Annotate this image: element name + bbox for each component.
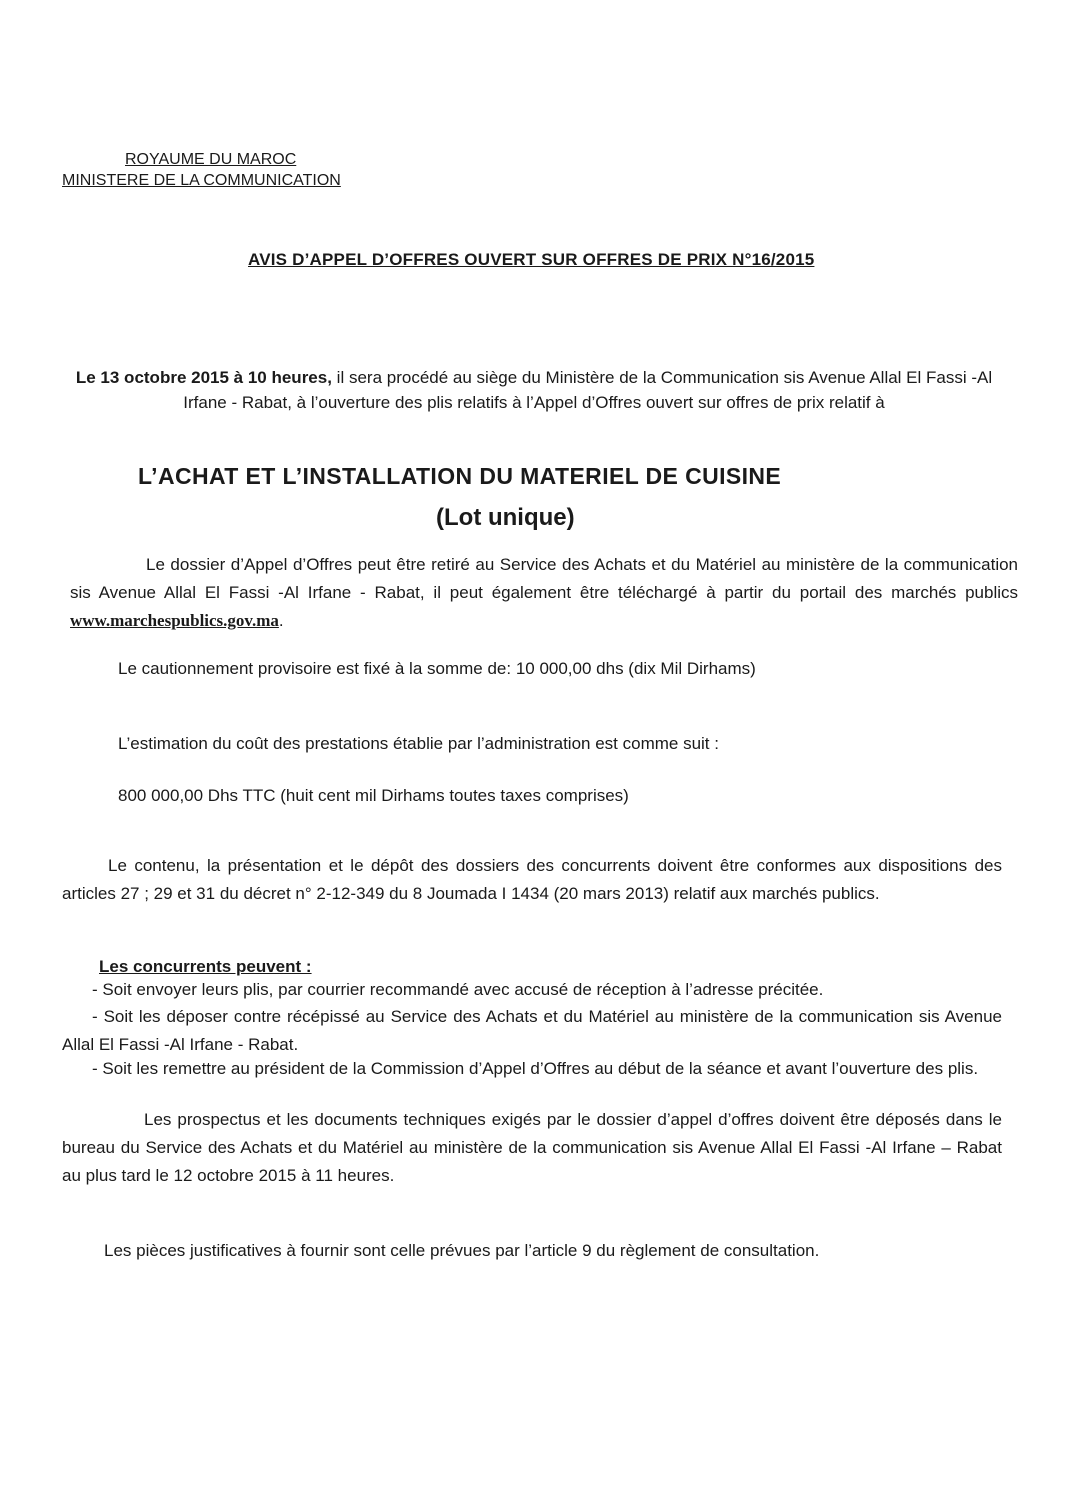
- header-ministry: MINISTERE DE LA COMMUNICATION: [62, 172, 341, 189]
- subject-lot: (Lot unique): [436, 504, 575, 531]
- notice-title: AVIS D’APPEL D’OFFRES OUVERT SUR OFFRES DE PRIX N°16/2015: [248, 250, 815, 269]
- dossier-end: .: [278, 611, 284, 630]
- dossier-text: Le dossier d’Appel d’Offres peut être retiré au Service des Achats et du Matériel au ministère de la communication sis Avenue Allal El Fassi -Al Irfane - Rabat, il peut également être téléchargé à partir du portail des marchés publics: [70, 555, 1018, 602]
- estimation-intro: L’estimation du coût des prestations établie par l’administration est comme suit :: [118, 734, 719, 753]
- opening-date: Le 13 octobre 2015 à 10 heures,: [75, 368, 332, 387]
- prospectus-paragraph: Les prospectus et les documents techniques exigés par le dossier d’appel d’offres doivent être déposés dans le bureau du Service des Achats et du Matériel au ministère de la communication sis Avenue Allal El Fassi -Al Irfane – Rabat au plus tard le 12 octobre 2015 à 11 heures.: [62, 1110, 1002, 1185]
- concurrents-item-1: - Soit envoyer leurs plis, par courrier recommandé avec accusé de réception à l’adresse précitée.: [92, 980, 824, 999]
- dossier-paragraph: [70, 551, 1018, 635]
- concurrents-item-3: - Soit les remettre au président de la Commission d’Appel d’Offres au début de la séance et avant l’ouverture des plis.: [92, 1059, 979, 1078]
- marches-publics-link[interactable]: www.marchespublics.gov.ma: [70, 611, 279, 630]
- opening-text: il sera procédé au siège du Ministère de la Communication sis Avenue Allal El Fassi -Al Irfane - Rabat, à l’ouverture des plis relatifs à l’Appel d’Offres ouvert sur offres de prix relatif à: [183, 368, 993, 412]
- concurrents-heading: Les concurrents peuvent :: [99, 957, 312, 976]
- pieces-text: Les pièces justificatives à fournir sont celle prévues par l’article 9 du règlement de consultation.: [104, 1241, 820, 1260]
- subject-title: L’ACHAT ET L’INSTALLATION DU MATERIEL DE CUISINE: [138, 463, 782, 489]
- estimation-amount: 800 000,00 Dhs TTC (huit cent mil Dirhams toutes taxes comprises): [118, 786, 629, 805]
- opening-paragraph: [64, 365, 1004, 415]
- header-kingdom: ROYAUME DU MAROC: [125, 151, 297, 168]
- contenu-paragraph: Le contenu, la présentation et le dépôt des dossiers des concurrents doivent être conformes aux dispositions des articles 27 ; 29 et 31 du décret n° 2-12-349 du 8 Joumada I 1434 (20 mars 2013) relatif aux marchés publics.: [62, 856, 1002, 903]
- concurrents-item-2: - Soit les déposer contre récépissé au Service des Achats et du Matériel au ministère de la communication sis Avenue Allal El Fassi -Al Irfane - Rabat.: [62, 1007, 1002, 1054]
- caution-text: Le cautionnement provisoire est fixé à la somme de: 10 000,00 dhs (dix Mil Dirhams): [118, 659, 756, 678]
